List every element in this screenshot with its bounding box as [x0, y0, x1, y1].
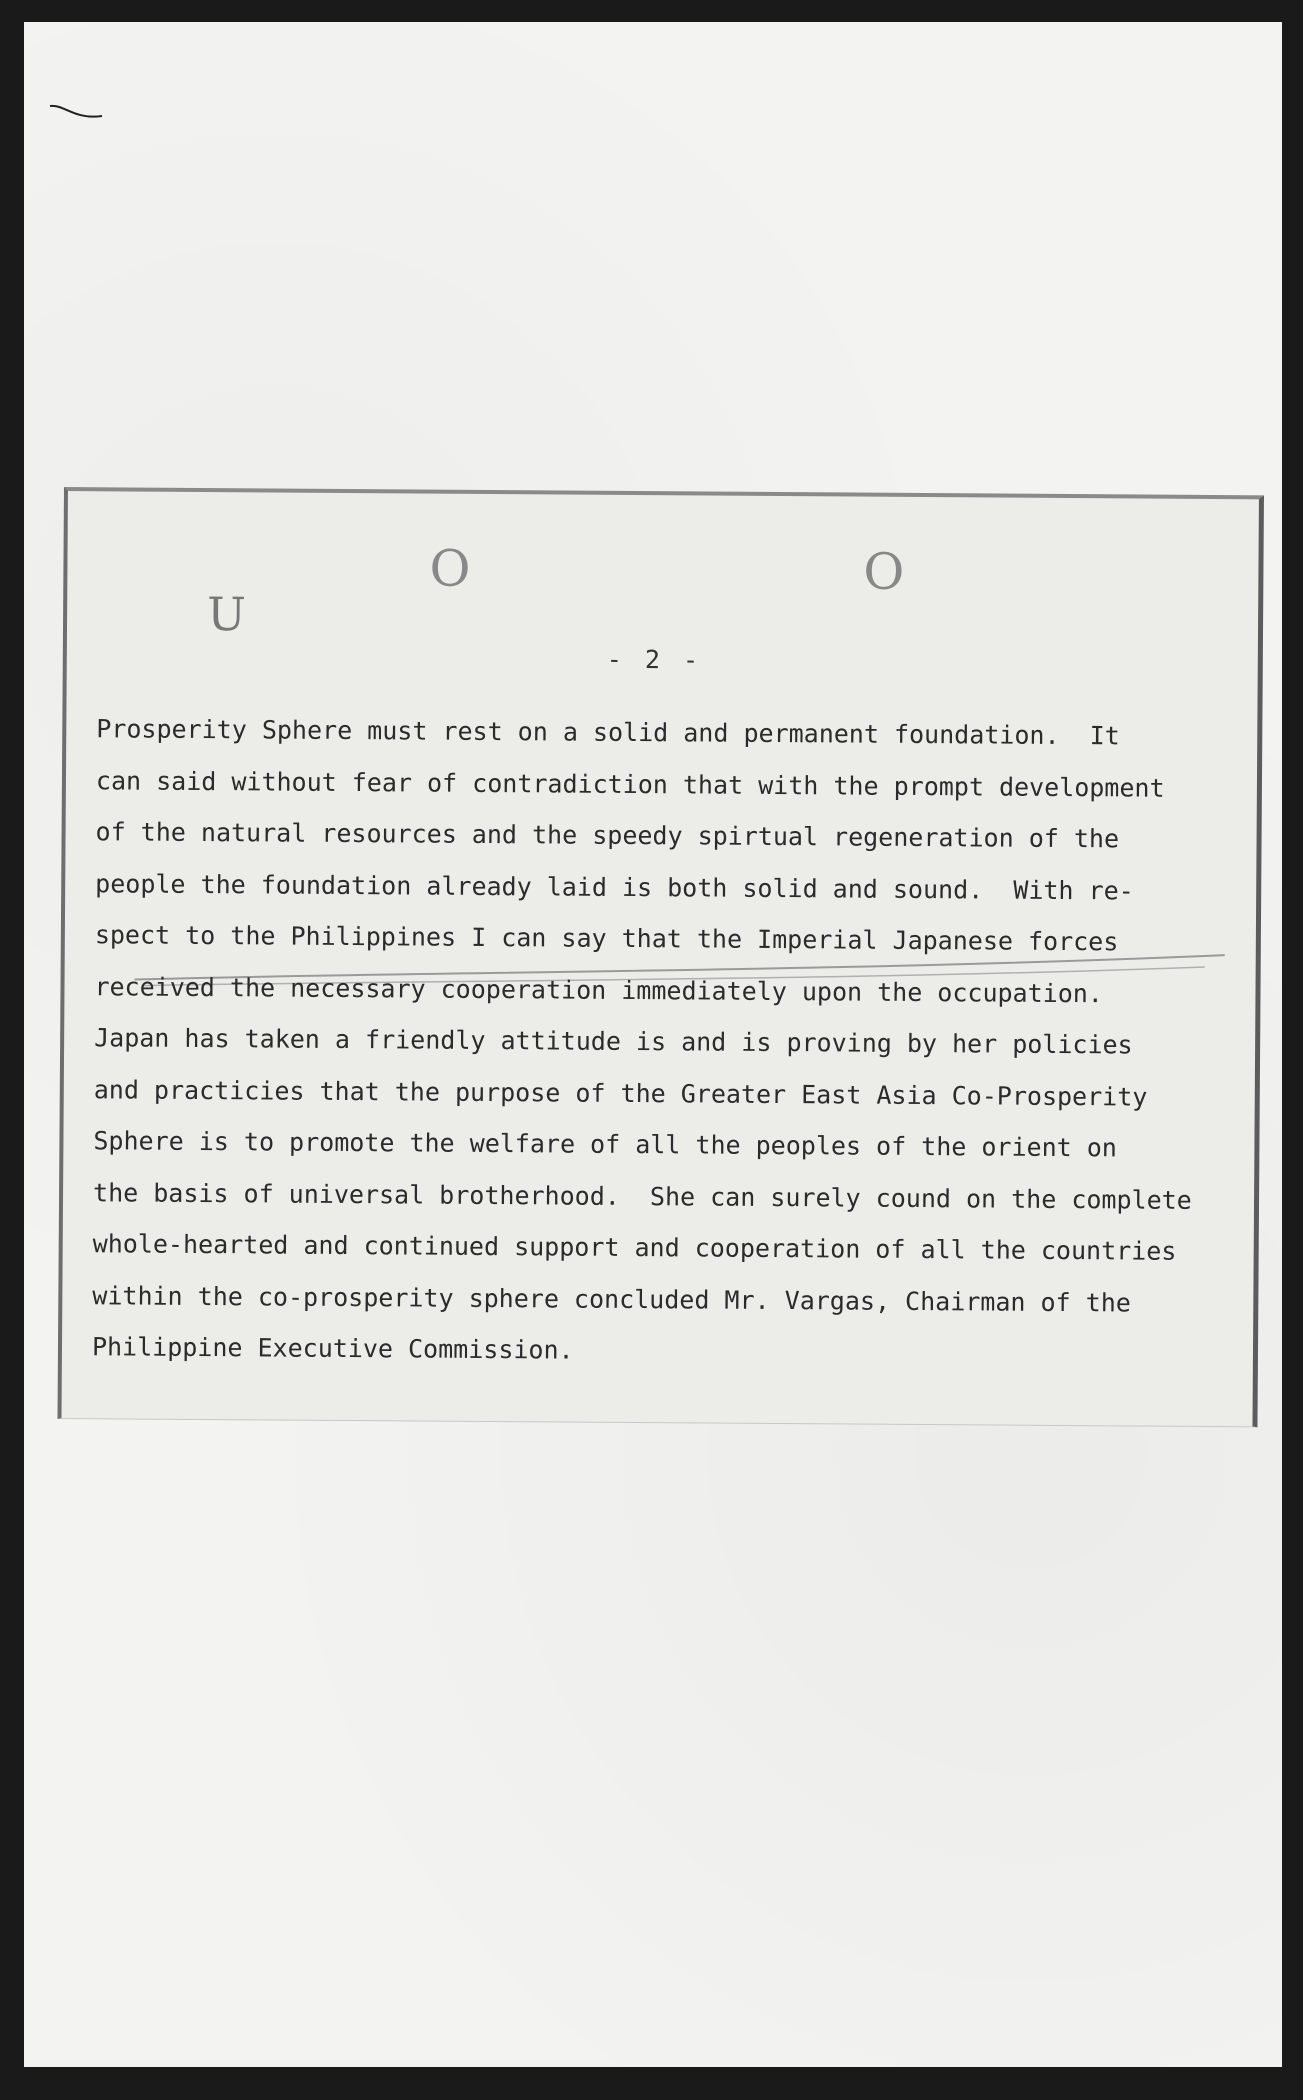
text-line: received the necessary cooperation immediately upon the occupation.: [94, 971, 1104, 1008]
document-page: [24, 22, 1282, 2067]
page-number: - 2 -: [606, 644, 703, 675]
text-line: can said without fear of contradiction that with the prompt development: [95, 765, 1165, 803]
text-line: the basis of universal brotherhood. She can surely cound on the complete: [92, 1177, 1192, 1215]
pasted-slip: [57, 487, 1263, 1427]
stray-mark: U: [206, 587, 247, 642]
body-text: [92, 703, 1247, 1381]
text-line: whole-hearted and continued support and cooperation of all the countries: [92, 1229, 1177, 1266]
text-line: Sphere is to promote the welfare of all the peoples of the orient on: [93, 1126, 1118, 1163]
text-line: spect to the Philippines I can say that the Imperial Japanese forces: [94, 920, 1119, 957]
text-line: Prosperity Sphere must rest on a solid and permanent foundation. It: [96, 714, 1120, 751]
punch-hole-right: O: [863, 542, 905, 601]
text-line: people the foundation already laid is both solid and sound. With re-: [95, 868, 1134, 905]
text-line: Philippine Executive Commission.: [91, 1332, 574, 1365]
text-line: of the natural resources and the speedy spirtual regeneration of the: [95, 817, 1120, 854]
pen-mark: [46, 100, 106, 130]
punch-hole-left: O: [429, 539, 471, 598]
text-line: Japan has taken a friendly attitude is and is proving by her policies: [94, 1023, 1133, 1060]
text-line: within the co-prosperity sphere concluded Mr. Vargas, Chairman of the: [92, 1280, 1131, 1317]
text-line: and practicies that the purpose of the Greater East Asia Co-Prosperity: [93, 1074, 1148, 1112]
